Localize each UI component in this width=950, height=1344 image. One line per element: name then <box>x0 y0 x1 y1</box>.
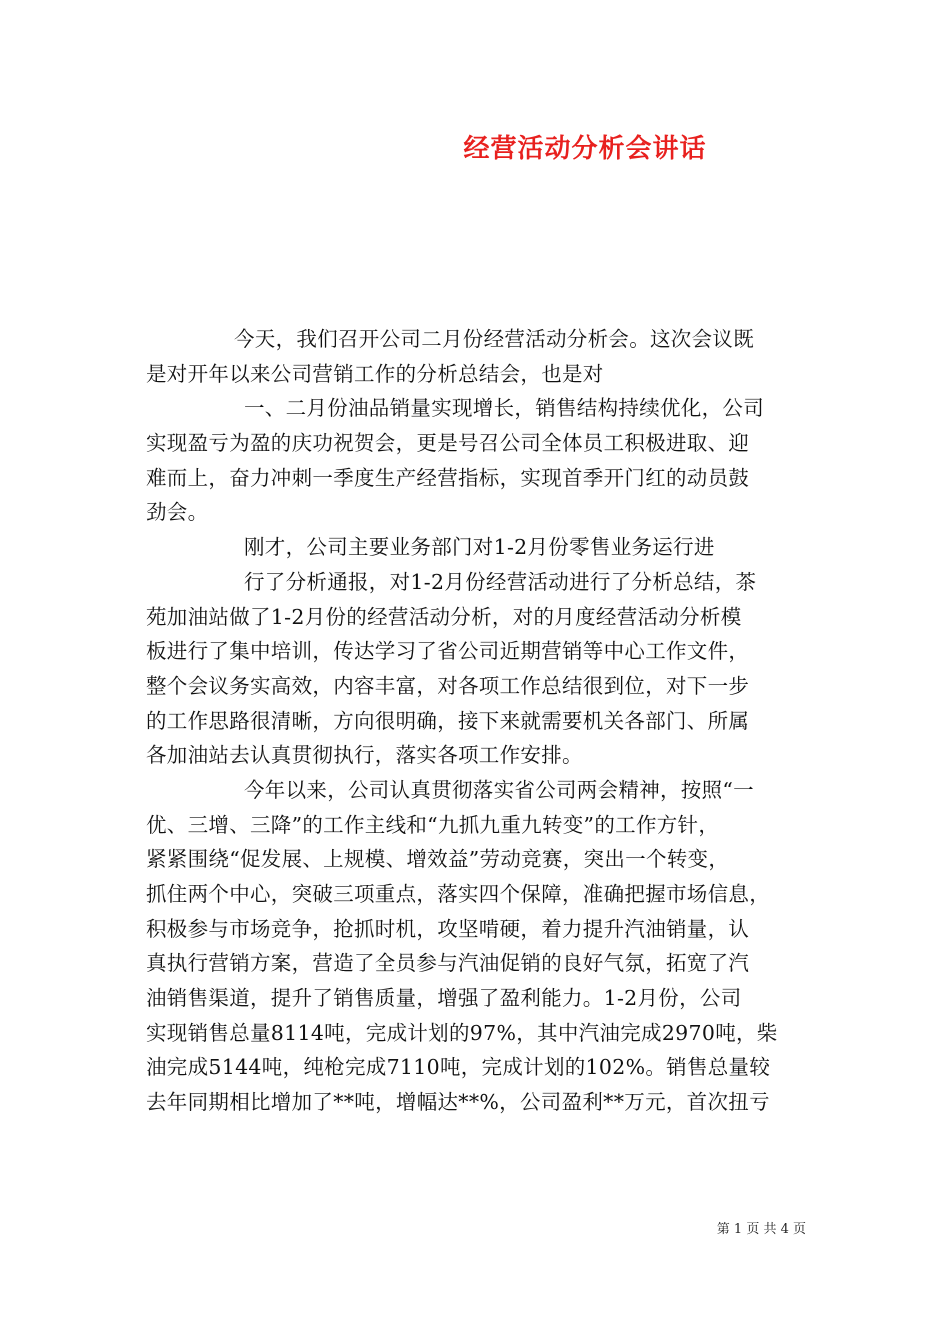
text-line: 难而上，奋力冲刺一季度生产经营指标，实现首季开门红的动员鼓 <box>146 465 750 490</box>
text-line: 优、三增、三降”的工作主线和“九抓九重九转变”的工作方针， <box>146 812 720 837</box>
text-line: 的工作思路很清晰，方向很明确，接下来就需要机关各部门、所属 <box>146 708 750 733</box>
text-line: 整个会议务实高效，内容丰富，对各项工作总结很到位，对下一步 <box>146 673 750 698</box>
text-line: 刚才，公司主要业务部门对1-2月份零售业务运行进 <box>244 535 715 560</box>
text-line: 苑加油站做了1-2月份的经营活动分析，对的月度经营活动分析模 <box>146 604 742 629</box>
document-body <box>146 322 818 1120</box>
text-line: 实现销售总量8114吨，完成计划的97%，其中汽油完成2970吨，柴 <box>146 1020 778 1045</box>
text-line: 紧紧围绕“促发展、上规模、增效益”劳动竞赛，突出一个转变， <box>146 847 730 872</box>
text-line: 真执行营销方案，营造了全员参与汽油促销的良好气氛，拓宽了汽 <box>146 951 750 976</box>
text-line: 是对开年以来公司营销工作的分析总结会，也是对 <box>146 361 604 386</box>
document-title: 经营活动分析会讲话 <box>463 134 707 164</box>
text-line: 实现盈亏为盈的庆功祝贺会，更是号召公司全体员工积极进取、迎 <box>146 431 750 456</box>
text-line: 板进行了集中培训，传达学习了省公司近期营销等中心工作文件， <box>146 639 750 664</box>
text-line: 油销售渠道，提升了销售质量，增强了盈利能力。1-2月份，公司 <box>146 986 742 1011</box>
text-line: 积极参与市场竞争，抢抓时机，攻坚啃硬，着力提升汽油销量，认 <box>146 916 750 941</box>
text-line: 今年以来，公司认真贯彻落实省公司两会精神，按照“一 <box>244 777 754 802</box>
text-line: 去年同期相比增加了**吨，增幅达**%，公司盈利**万元，首次扭亏 <box>146 1090 770 1115</box>
text-line: 一、二月份油品销量实现增长，销售结构持续优化，公司 <box>244 396 764 421</box>
text-line: 各加油站去认真贯彻执行，落实各项工作安排。 <box>146 743 583 768</box>
text-line: 今天，我们召开公司二月份经营活动分析会。这次会议既 <box>234 327 754 351</box>
text-line: 行了分析通报，对1-2月份经营活动进行了分析总结，茶 <box>244 569 757 594</box>
text-line: 油完成5144吨，纯枪完成7110吨，完成计划的102%。销售总量较 <box>146 1055 771 1080</box>
page-number: 第 1 页 共 4 页 <box>716 1222 806 1237</box>
text-line: 抓住两个中心，突破三项重点，落实四个保障，准确把握市场信息， <box>146 882 770 906</box>
text-line: 劲会。 <box>146 500 209 525</box>
